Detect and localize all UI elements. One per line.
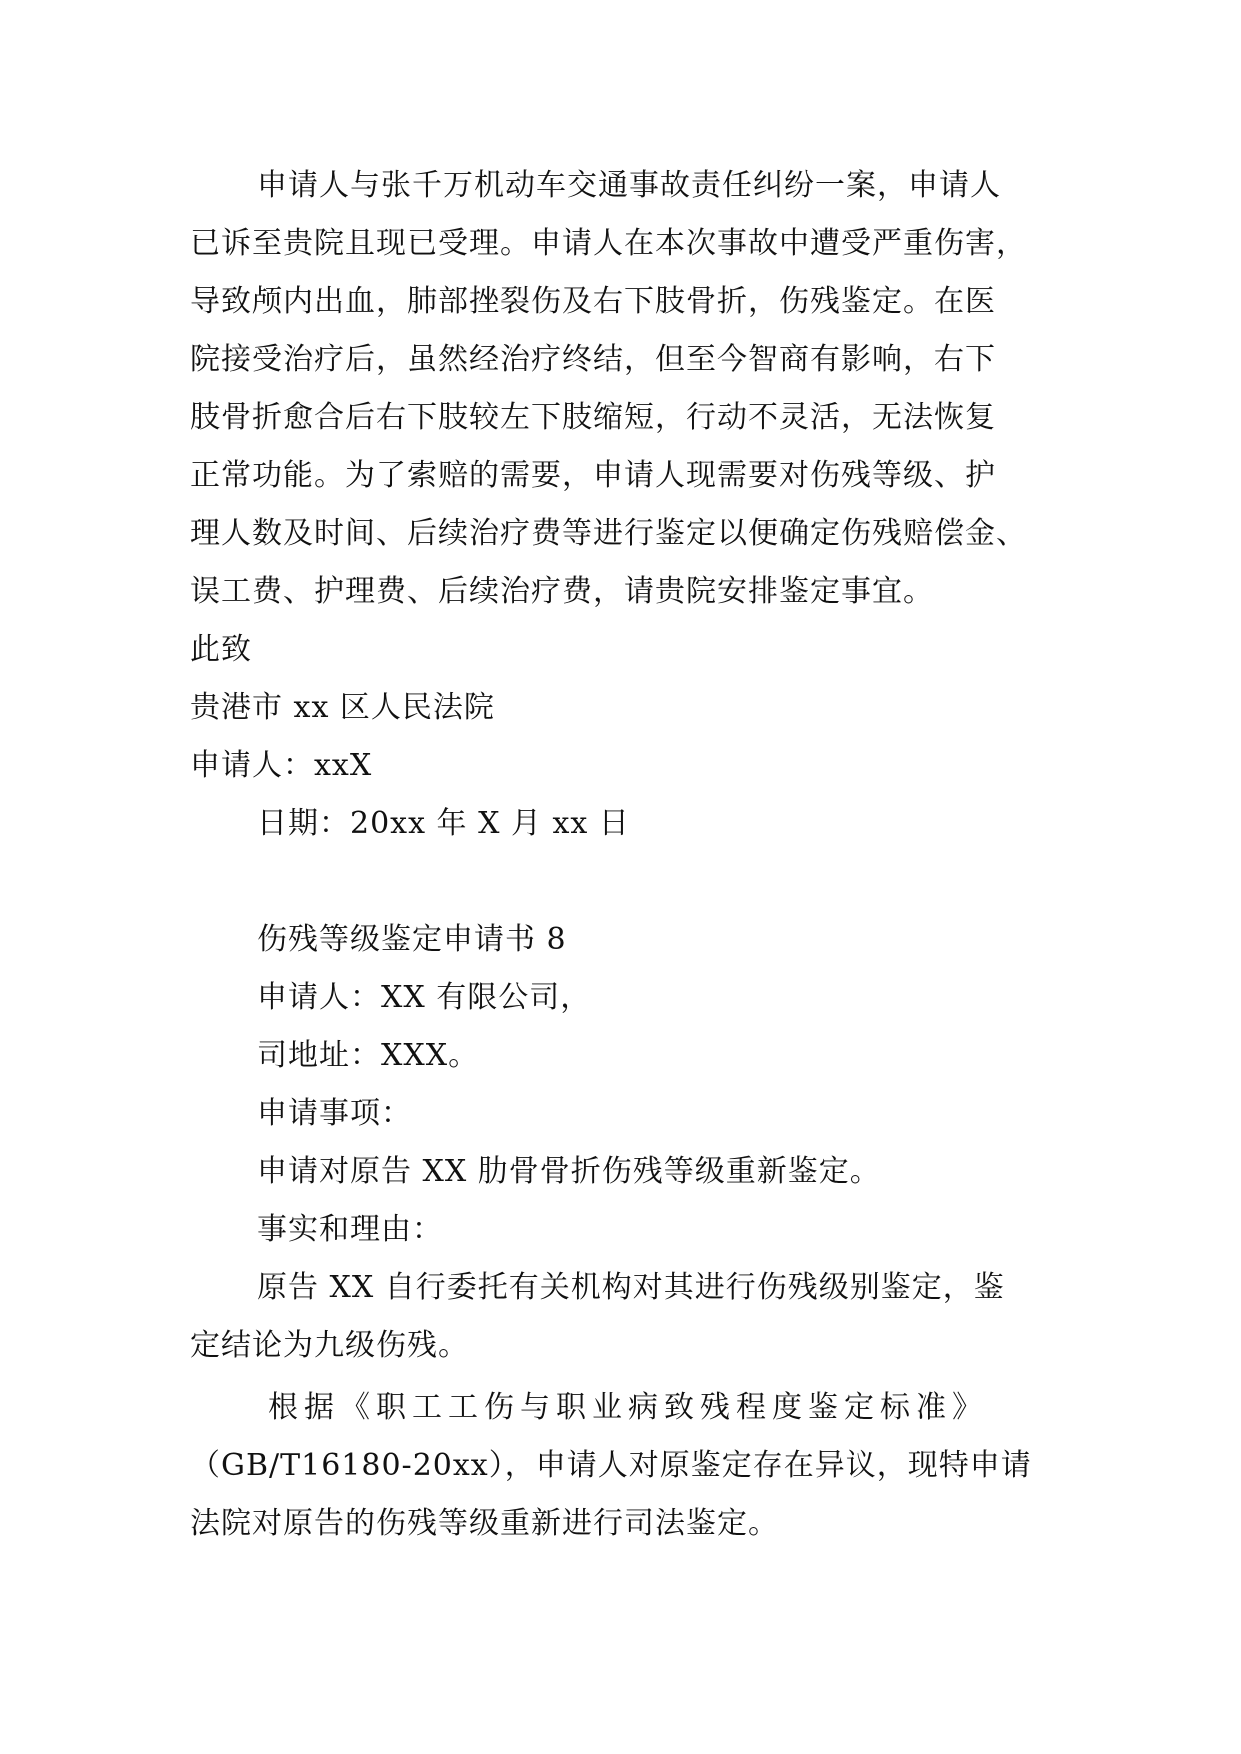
paragraph-line: 正常功能。为了索赔的需要，申请人现需要对伤残等级、护 — [190, 458, 996, 493]
paragraph-line: 院接受治疗后，虽然经治疗终结，但至今智商有影响，右下 — [190, 342, 996, 377]
applicant-line: 申请人：XX 有限公司， — [257, 980, 592, 1015]
document-title: 伤残等级鉴定申请书 8 — [257, 922, 567, 957]
facts-line: 法院对原告的伤残等级重新进行司法鉴定。 — [190, 1506, 779, 1541]
salutation: 此致 — [190, 632, 252, 667]
paragraph-line: 理人数及时间、后续治疗费等进行鉴定以便确定伤残赔偿金、 — [190, 516, 1027, 551]
matters-heading: 申请事项： — [257, 1096, 412, 1131]
facts-heading: 事实和理由： — [257, 1212, 443, 1247]
court-name: 贵港市 xx 区人民法院 — [190, 690, 495, 725]
facts-line: 根据《职工工伤与职业病致残程度鉴定标准》 — [268, 1390, 988, 1425]
paragraph-line: 肢骨折愈合后右下肢较左下肢缩短，行动不灵活，无法恢复 — [190, 400, 996, 435]
address-line: 司地址：XXX。 — [257, 1038, 480, 1073]
facts-line: （GB/T16180-20xx），申请人对原鉴定存在异议，现特申请 — [190, 1448, 1032, 1483]
paragraph-line: 导致颅内出血，肺部挫裂伤及右下肢骨折，伤残鉴定。在医 — [190, 284, 996, 319]
paragraph-line: 申请人与张千万机动车交通事故责任纠纷一案，申请人 — [257, 168, 1001, 203]
applicant-signature: 申请人：xxX — [190, 748, 373, 783]
matters-text: 申请对原告 XX 肋骨骨折伤残等级重新鉴定。 — [257, 1154, 881, 1189]
facts-line: 原告 XX 自行委托有关机构对其进行伤残级别鉴定，鉴 — [257, 1270, 1005, 1305]
date-line: 日期：20xx 年 X 月 xx 日 — [257, 806, 630, 841]
paragraph-line: 误工费、护理费、后续治疗费，请贵院安排鉴定事宜。 — [190, 574, 934, 609]
facts-line: 定结论为九级伤残。 — [190, 1328, 469, 1363]
paragraph-line: 已诉至贵院且现已受理。申请人在本次事故中遭受严重伤害， — [190, 226, 1027, 261]
